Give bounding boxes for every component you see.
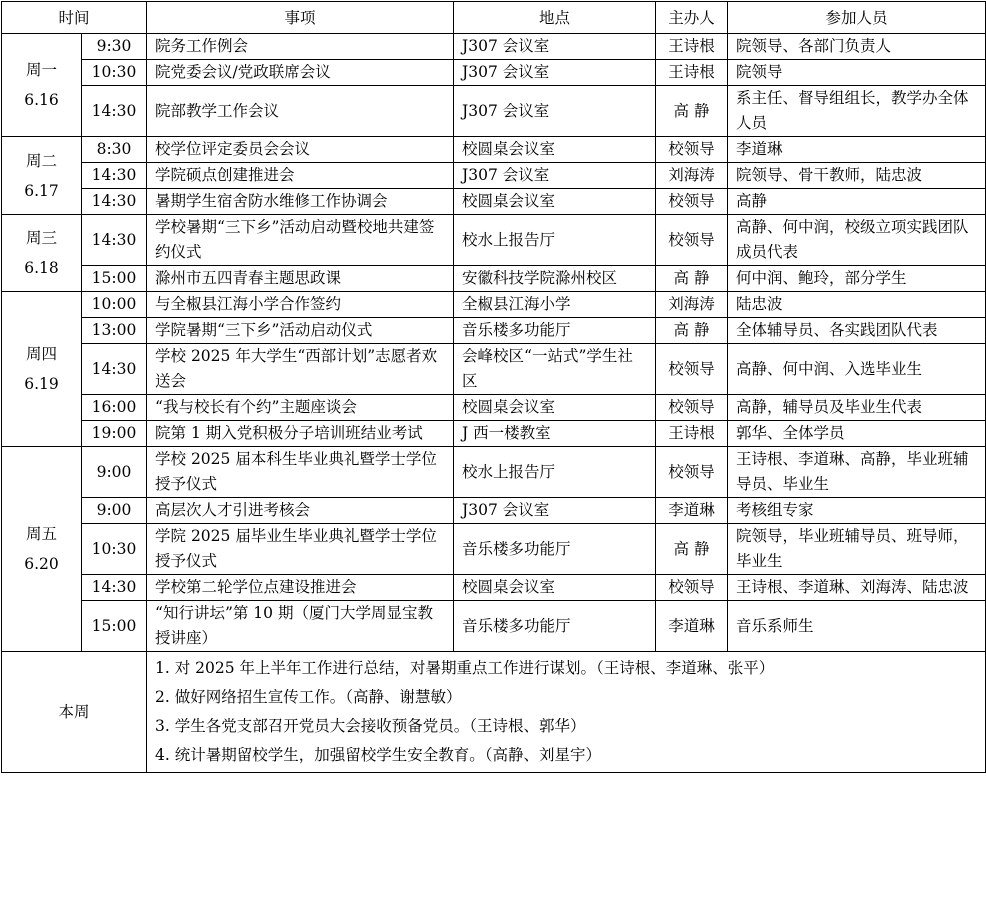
item-cell: “知行讲坛”第 10 期（厦门大学周显宝教授讲座）	[147, 601, 454, 652]
host-cell: 校领导	[656, 344, 728, 395]
weekday-label: 周五	[25, 525, 57, 543]
location-cell: 校水上报告厅	[454, 447, 656, 498]
schedule-row	[2, 498, 986, 524]
header-item: 事项	[147, 2, 454, 34]
item-cell: 院第 1 期入党积极分子培训班结业考试	[147, 421, 454, 447]
host-cell: 高 静	[656, 86, 728, 137]
item-cell: 学院 2025 届毕业生毕业典礼暨学士学位授予仪式	[147, 524, 454, 575]
time-cell: 14:30	[82, 86, 147, 137]
time-cell: 8:30	[82, 137, 147, 163]
time-cell: 9:00	[82, 498, 147, 524]
schedule-row	[2, 292, 986, 318]
weekly-notes-row	[2, 652, 986, 773]
item-cell: “我与校长有个约”主题座谈会	[147, 395, 454, 421]
weekly-note: 4. 统计暑期留校学生，加强留校学生安全教育。（高静、刘星宇）	[155, 746, 601, 764]
weekday-label: 周三	[25, 229, 57, 247]
time-cell: 9:00	[82, 447, 147, 498]
header-location: 地点	[454, 2, 656, 34]
host-cell: 刘海涛	[656, 163, 728, 189]
schedule-row	[2, 601, 986, 652]
host-cell: 王诗根	[656, 60, 728, 86]
item-cell: 高层次人才引进考核会	[147, 498, 454, 524]
schedule-row	[2, 60, 986, 86]
time-cell: 15:00	[82, 266, 147, 292]
attendees-cell: 高静、何中润，校级立项实践团队成员代表	[728, 215, 986, 266]
location-cell: J307 会议室	[454, 60, 656, 86]
time-cell: 14:30	[82, 575, 147, 601]
location-cell: 校水上报告厅	[454, 215, 656, 266]
item-cell: 与全椒县江海小学合作签约	[147, 292, 454, 318]
attendees-cell: 陆忠波	[728, 292, 986, 318]
time-cell: 14:30	[82, 344, 147, 395]
host-cell: 校领导	[656, 575, 728, 601]
time-cell: 14:30	[82, 215, 147, 266]
schedule-row	[2, 421, 986, 447]
host-cell: 高 静	[656, 266, 728, 292]
location-cell: 全椒县江海小学	[454, 292, 656, 318]
schedule-row	[2, 189, 986, 215]
location-cell: 校圆桌会议室	[454, 137, 656, 163]
attendees-cell: 王诗根、李道琳、高静，毕业班辅导员、毕业生	[728, 447, 986, 498]
attendees-cell: 院领导、骨干教师，陆忠波	[728, 163, 986, 189]
weekly-note: 2. 做好网络招生宣传工作。（高静、谢慧敏）	[155, 688, 462, 706]
schedule-row	[2, 344, 986, 395]
time-cell: 9:30	[82, 34, 147, 60]
attendees-cell: 高静，辅导员及毕业生代表	[728, 395, 986, 421]
time-cell: 19:00	[82, 421, 147, 447]
schedule-row	[2, 86, 986, 137]
header-host: 主办人	[656, 2, 728, 34]
weekly-note: 3. 学生各党支部召开党员大会接收预备党员。（王诗根、郭华）	[155, 717, 586, 735]
host-cell: 刘海涛	[656, 292, 728, 318]
location-cell: J 西一楼教室	[454, 421, 656, 447]
location-cell: 音乐楼多功能厅	[454, 318, 656, 344]
host-cell: 校领导	[656, 215, 728, 266]
location-cell: 校圆桌会议室	[454, 189, 656, 215]
attendees-cell: 院领导	[728, 60, 986, 86]
item-cell: 学校 2025 届本科生毕业典礼暨学士学位授予仪式	[147, 447, 454, 498]
host-cell: 校领导	[656, 137, 728, 163]
item-cell: 学校 2025 年大学生“西部计划”志愿者欢送会	[147, 344, 454, 395]
date-label: 6.20	[24, 555, 59, 573]
attendees-cell: 高静、何中润、入选毕业生	[728, 344, 986, 395]
weekday-label: 周四	[25, 345, 57, 363]
attendees-cell: 考核组专家	[728, 498, 986, 524]
time-cell: 10:30	[82, 524, 147, 575]
weekly-label: 本周	[2, 652, 147, 773]
item-cell: 院部教学工作会议	[147, 86, 454, 137]
host-cell: 校领导	[656, 447, 728, 498]
time-cell: 15:00	[82, 601, 147, 652]
item-cell: 学校第二轮学位点建设推进会	[147, 575, 454, 601]
item-cell: 学院硕点创建推进会	[147, 163, 454, 189]
host-cell: 校领导	[656, 395, 728, 421]
header-attendees: 参加人员	[728, 2, 986, 34]
time-cell: 14:30	[82, 189, 147, 215]
schedule-row	[2, 215, 986, 266]
attendees-cell: 王诗根、李道琳、刘海涛、陆忠波	[728, 575, 986, 601]
weekly-note: 1. 对 2025 年上半年工作进行总结，对暑期重点工作进行谋划。（王诗根、李道琳、张平）	[155, 659, 775, 677]
attendees-cell: 何中润、鲍玲，部分学生	[728, 266, 986, 292]
weekday-label: 周二	[25, 151, 57, 170]
day-cell	[2, 34, 82, 137]
location-cell: 校圆桌会议室	[454, 575, 656, 601]
attendees-cell: 李道琳	[728, 137, 986, 163]
item-cell: 暑期学生宿舍防水维修工作协调会	[147, 189, 454, 215]
host-cell: 高 静	[656, 524, 728, 575]
schedule-row	[2, 34, 986, 60]
location-cell: 音乐楼多功能厅	[454, 524, 656, 575]
date-label: 6.18	[24, 259, 59, 277]
attendees-cell: 系主任、督导组组长，教学办全体人员	[728, 86, 986, 137]
host-cell: 高 静	[656, 318, 728, 344]
host-cell: 李道琳	[656, 498, 728, 524]
time-cell: 10:00	[82, 292, 147, 318]
item-cell: 滁州市五四青春主题思政课	[147, 266, 454, 292]
host-cell: 王诗根	[656, 421, 728, 447]
weekly-schedule-table	[1, 1, 986, 773]
time-cell: 10:30	[82, 60, 147, 86]
location-cell: 会峰校区“一站式”学生社区	[454, 344, 656, 395]
item-cell: 院党委会议/党政联席会议	[147, 60, 454, 86]
location-cell: J307 会议室	[454, 163, 656, 189]
weekly-notes	[147, 652, 986, 773]
schedule-row	[2, 524, 986, 575]
schedule-row	[2, 395, 986, 421]
attendees-cell: 院领导、各部门负责人	[728, 34, 986, 60]
item-cell: 学院暑期“三下乡”活动启动仪式	[147, 318, 454, 344]
day-cell	[2, 447, 82, 652]
location-cell: J307 会议室	[454, 498, 656, 524]
schedule-row	[2, 266, 986, 292]
item-cell: 院务工作例会	[147, 34, 454, 60]
host-cell: 李道琳	[656, 601, 728, 652]
attendees-cell: 全体辅导员、各实践团队代表	[728, 318, 986, 344]
day-cell	[2, 215, 82, 292]
schedule-row	[2, 163, 986, 189]
location-cell: 音乐楼多功能厅	[454, 601, 656, 652]
date-label: 6.19	[24, 375, 59, 393]
attendees-cell: 郭华、全体学员	[728, 421, 986, 447]
header-time: 时间	[2, 2, 147, 34]
header-row	[2, 2, 986, 34]
attendees-cell: 高静	[728, 189, 986, 215]
date-label: 6.16	[24, 91, 59, 109]
day-cell	[2, 137, 82, 215]
schedule-body	[2, 34, 986, 773]
location-cell: 安徽科技学院滁州校区	[454, 266, 656, 292]
host-cell: 王诗根	[656, 34, 728, 60]
date-label: 6.17	[24, 181, 59, 200]
schedule-row	[2, 575, 986, 601]
location-cell: J307 会议室	[454, 34, 656, 60]
item-cell: 学校暑期“三下乡”活动启动暨校地共建签约仪式	[147, 215, 454, 266]
item-cell: 校学位评定委员会会议	[147, 137, 454, 163]
schedule-row	[2, 447, 986, 498]
time-cell: 13:00	[82, 318, 147, 344]
attendees-cell: 院领导，毕业班辅导员、班导师，毕业生	[728, 524, 986, 575]
schedule-row	[2, 318, 986, 344]
time-cell: 16:00	[82, 395, 147, 421]
location-cell: 校圆桌会议室	[454, 395, 656, 421]
host-cell: 校领导	[656, 189, 728, 215]
location-cell: J307 会议室	[454, 86, 656, 137]
time-cell: 14:30	[82, 163, 147, 189]
weekday-label: 周一	[25, 61, 57, 79]
schedule-row	[2, 137, 986, 163]
attendees-cell: 音乐系师生	[728, 601, 986, 652]
day-cell	[2, 292, 82, 447]
